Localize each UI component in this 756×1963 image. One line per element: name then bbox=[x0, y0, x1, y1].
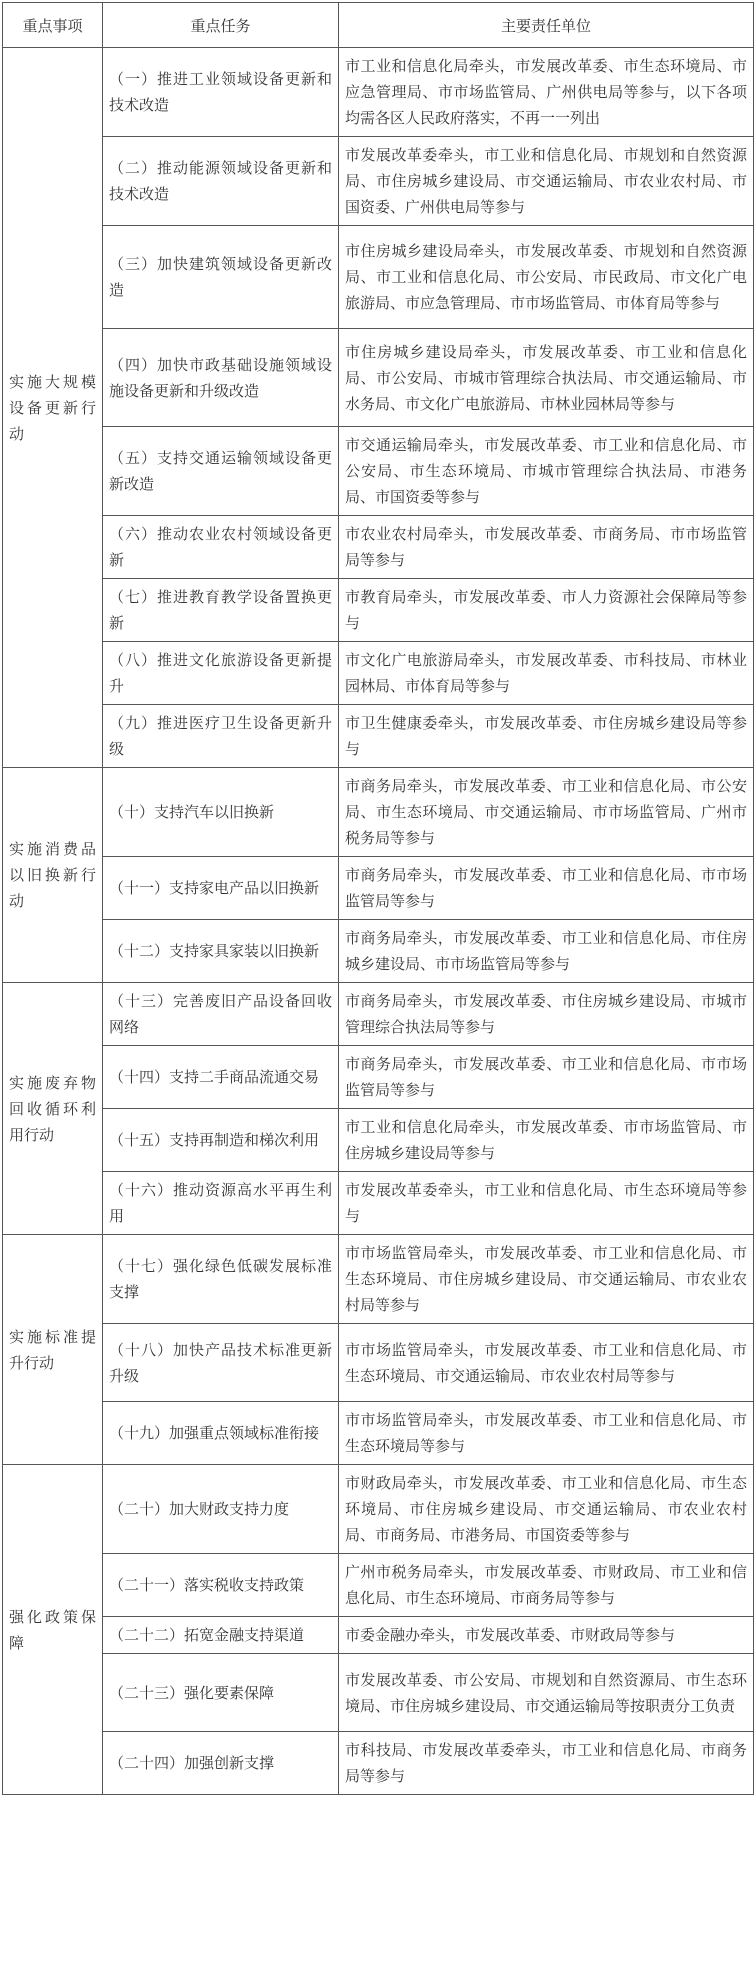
table-row bbox=[3, 1172, 754, 1235]
task-cell: （二十）加大财政支持力度 bbox=[103, 1465, 339, 1554]
responsibility-table bbox=[2, 2, 754, 1795]
task-cell: （六）推动农业农村领域设备更新 bbox=[103, 516, 339, 579]
task-cell: （十五）支持再制造和梯次利用 bbox=[103, 1109, 339, 1172]
header-row bbox=[3, 3, 754, 48]
responsible-unit-cell: 市商务局牵头，市发展改革委、市工业和信息化局、市公安局、市生态环境局、市交通运输局、市市场监管局、广州市税务局等参与 bbox=[339, 768, 754, 857]
table-row bbox=[3, 1235, 754, 1324]
header-key-item: 重点事项 bbox=[3, 3, 103, 48]
table-row bbox=[3, 642, 754, 705]
responsible-unit-cell: 市工业和信息化局牵头，市发展改革委、市生态环境局、市应急管理局、市市场监管局、广州供电局等参与，以下各项均需各区人民政府落实，不再一一列出 bbox=[339, 48, 754, 137]
responsible-unit-cell: 市市场监管局牵头，市发展改革委、市工业和信息化局、市生态环境局等参与 bbox=[339, 1402, 754, 1465]
task-cell: （十）支持汽车以旧换新 bbox=[103, 768, 339, 857]
responsible-unit-cell: 市商务局牵头，市发展改革委、市工业和信息化局、市市场监管局等参与 bbox=[339, 857, 754, 920]
task-cell: （十二）支持家具家装以旧换新 bbox=[103, 920, 339, 983]
table-row bbox=[3, 1465, 754, 1554]
responsible-unit-cell: 市商务局牵头，市发展改革委、市住房城乡建设局、市城市管理综合执法局等参与 bbox=[339, 983, 754, 1046]
responsible-unit-cell: 市财政局牵头，市发展改革委、市工业和信息化局、市生态环境局、市住房城乡建设局、市交通运输局、市农业农村局、市商务局、市港务局、市国资委等参与 bbox=[339, 1465, 754, 1554]
table-row bbox=[3, 1732, 754, 1795]
task-cell: （十九）加强重点领域标准衔接 bbox=[103, 1402, 339, 1465]
task-cell: （二）推动能源领域设备更新和技术改造 bbox=[103, 137, 339, 226]
table-row bbox=[3, 427, 754, 516]
task-cell: （一）推进工业领域设备更新和技术改造 bbox=[103, 48, 339, 137]
task-cell: （十一）支持家电产品以旧换新 bbox=[103, 857, 339, 920]
responsible-unit-cell: 市委金融办牵头，市发展改革委、市财政局等参与 bbox=[339, 1617, 754, 1654]
table-row bbox=[3, 226, 754, 329]
responsible-unit-cell: 市教育局牵头，市发展改革委、市人力资源社会保障局等参与 bbox=[339, 579, 754, 642]
group-name-cell: 实施消费品以旧换新行动 bbox=[3, 768, 103, 983]
table-row bbox=[3, 48, 754, 137]
responsible-unit-cell: 市住房城乡建设局牵头，市发展改革委、市工业和信息化局、市公安局、市城市管理综合执法局、市交通运输局、市水务局、市文化广电旅游局、市林业园林局等参与 bbox=[339, 329, 754, 427]
task-cell: （二十四）加强创新支撑 bbox=[103, 1732, 339, 1795]
responsible-unit-cell: 市市场监管局牵头，市发展改革委、市工业和信息化局、市生态环境局、市交通运输局、市农业农村局等参与 bbox=[339, 1324, 754, 1402]
task-cell: （十三）完善废旧产品设备回收网络 bbox=[103, 983, 339, 1046]
group-name-cell: 强化政策保障 bbox=[3, 1465, 103, 1795]
task-cell: （四）加快市政基础设施领域设施设备更新和升级改造 bbox=[103, 329, 339, 427]
table-row bbox=[3, 983, 754, 1046]
table-row bbox=[3, 1109, 754, 1172]
responsible-unit-cell: 市农业农村局牵头，市发展改革委、市商务局、市市场监管局等参与 bbox=[339, 516, 754, 579]
group-name-cell: 实施大规模设备更新行动 bbox=[3, 48, 103, 768]
task-cell: （二十二）拓宽金融支持渠道 bbox=[103, 1617, 339, 1654]
task-cell: （十四）支持二手商品流通交易 bbox=[103, 1046, 339, 1109]
responsible-unit-cell: 市交通运输局牵头，市发展改革委、市工业和信息化局、市公安局、市生态环境局、市城市管理综合执法局、市港务局、市国资委等参与 bbox=[339, 427, 754, 516]
task-cell: （二十一）落实税收支持政策 bbox=[103, 1554, 339, 1617]
task-cell: （七）推进教育教学设备置换更新 bbox=[103, 579, 339, 642]
responsible-unit-cell: 市科技局、市发展改革委牵头，市工业和信息化局、市商务局等参与 bbox=[339, 1732, 754, 1795]
task-cell: （九）推进医疗卫生设备更新升级 bbox=[103, 705, 339, 768]
group-name-cell: 实施标准提升行动 bbox=[3, 1235, 103, 1465]
responsible-unit-cell: 市住房城乡建设局牵头，市发展改革委、市规划和自然资源局、市工业和信息化局、市公安局、市民政局、市文化广电旅游局、市应急管理局、市市场监管局、市体育局等参与 bbox=[339, 226, 754, 329]
table-row bbox=[3, 329, 754, 427]
task-cell: （十八）加快产品技术标准更新升级 bbox=[103, 1324, 339, 1402]
table-row bbox=[3, 516, 754, 579]
responsible-unit-cell: 市市场监管局牵头，市发展改革委、市工业和信息化局、市生态环境局、市住房城乡建设局、市交通运输局、市农业农村局等参与 bbox=[339, 1235, 754, 1324]
table-header bbox=[3, 3, 754, 48]
table-row bbox=[3, 1324, 754, 1402]
table-row bbox=[3, 137, 754, 226]
responsible-unit-cell: 市卫生健康委牵头，市发展改革委、市住房城乡建设局等参与 bbox=[339, 705, 754, 768]
responsible-unit-cell: 市发展改革委牵头，市工业和信息化局、市规划和自然资源局、市住房城乡建设局、市交通运输局、市农业农村局、市国资委、广州供电局等参与 bbox=[339, 137, 754, 226]
table-row bbox=[3, 857, 754, 920]
task-cell: （八）推进文化旅游设备更新提升 bbox=[103, 642, 339, 705]
table-row bbox=[3, 1554, 754, 1617]
header-responsible-unit: 主要责任单位 bbox=[339, 3, 754, 48]
task-cell: （五）支持交通运输领域设备更新改造 bbox=[103, 427, 339, 516]
group-name-cell: 实施废弃物回收循环利用行动 bbox=[3, 983, 103, 1235]
table-body bbox=[3, 48, 754, 1795]
table-row bbox=[3, 1046, 754, 1109]
table-row bbox=[3, 579, 754, 642]
table-row bbox=[3, 768, 754, 857]
responsible-unit-cell: 市商务局牵头，市发展改革委、市工业和信息化局、市市场监管局等参与 bbox=[339, 1046, 754, 1109]
table-row bbox=[3, 705, 754, 768]
responsible-unit-cell: 市文化广电旅游局牵头，市发展改革委、市科技局、市林业园林局、市体育局等参与 bbox=[339, 642, 754, 705]
task-cell: （十七）强化绿色低碳发展标准支撑 bbox=[103, 1235, 339, 1324]
header-key-task: 重点任务 bbox=[103, 3, 339, 48]
responsible-unit-cell: 广州市税务局牵头，市发展改革委、市财政局、市工业和信息化局、市生态环境局、市商务局等参与 bbox=[339, 1554, 754, 1617]
task-cell: （三）加快建筑领域设备更新改造 bbox=[103, 226, 339, 329]
responsible-unit-cell: 市发展改革委、市公安局、市规划和自然资源局、市生态环境局、市住房城乡建设局、市交通运输局等按职责分工负责 bbox=[339, 1654, 754, 1732]
task-cell: （二十三）强化要素保障 bbox=[103, 1654, 339, 1732]
table-row bbox=[3, 1617, 754, 1654]
table-row bbox=[3, 920, 754, 983]
table-row bbox=[3, 1654, 754, 1732]
task-cell: （十六）推动资源高水平再生利用 bbox=[103, 1172, 339, 1235]
responsible-unit-cell: 市工业和信息化局牵头，市发展改革委、市市场监管局、市住房城乡建设局等参与 bbox=[339, 1109, 754, 1172]
responsible-unit-cell: 市发展改革委牵头，市工业和信息化局、市生态环境局等参与 bbox=[339, 1172, 754, 1235]
table-row bbox=[3, 1402, 754, 1465]
responsible-unit-cell: 市商务局牵头，市发展改革委、市工业和信息化局、市住房城乡建设局、市市场监管局等参与 bbox=[339, 920, 754, 983]
